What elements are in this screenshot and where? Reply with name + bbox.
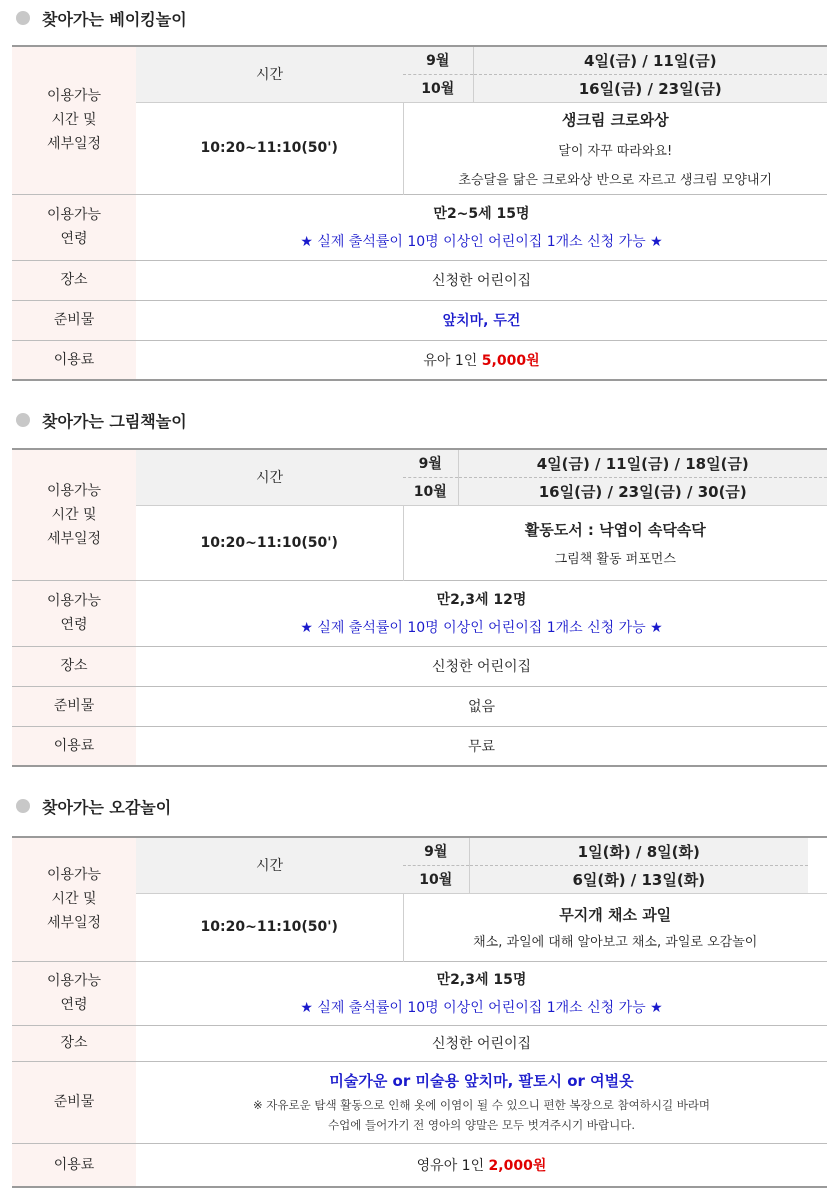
program-desc: 채소, 과일에 대해 알아보고 채소, 과일로 오감놀이: [473, 935, 758, 950]
place-value: 신청한 어린이집: [136, 260, 827, 300]
time-value: 10:20~11:10(50'): [136, 102, 403, 194]
section-title: [16, 406, 187, 434]
fee-prefix: 유아 1인: [423, 352, 482, 369]
age-note: ★ 실제 출석률이 10명 이상인 어린이집 1개소 신청 가능 ★: [300, 234, 663, 250]
age-value: 만2~5세 15명: [433, 206, 530, 222]
place-value: 신청한 어린이집: [136, 1025, 827, 1061]
fee-cell: [136, 340, 827, 380]
program-title: 활동도서 : 낙엽이 속닥속닥: [524, 520, 706, 539]
age-note: ★ 실제 출석률이 10명 이상인 어린이집 1개소 신청 가능 ★: [300, 1000, 663, 1016]
fee-prefix: 영유아 1인: [416, 1157, 489, 1174]
age-value: 만2,3세 12명: [436, 592, 527, 608]
program-cell: [403, 505, 827, 580]
dates-cell: 4일(금) / 11일(금) / 18일(금): [458, 449, 827, 477]
age-value: 만2,3세 15명: [436, 972, 527, 988]
program-title: 생크림 크로와상: [561, 110, 669, 129]
program-table: [12, 448, 827, 767]
section-title-text: 찾아가는 그림책놀이: [42, 411, 187, 431]
prep-value: 앞치마, 두건: [136, 300, 827, 340]
place-label: 장소: [12, 646, 136, 686]
month-cell: 9월: [403, 837, 469, 865]
section-title: [16, 4, 187, 32]
schedule-label: 이용가능 시간 및 세부일정: [12, 46, 136, 194]
month-cell: 10월: [403, 74, 473, 102]
bullet-icon: [16, 799, 30, 813]
prep-label: 준비물: [12, 300, 136, 340]
program-cell: [403, 893, 827, 961]
program-desc: 그림책 활동 퍼포먼스: [554, 551, 676, 567]
fee-amount: 2,000원: [488, 1157, 547, 1174]
place-label: 장소: [12, 1025, 136, 1061]
fee-label: 이용료: [12, 726, 136, 766]
dates-cell: 6일(화) / 13일(화): [469, 865, 808, 893]
program-desc: 초승달을 닮은 크로와상 반으로 자르고 생크림 모양내기: [458, 172, 773, 188]
time-value: 10:20~11:10(50'): [136, 893, 403, 961]
age-label: 이용가능 연령: [12, 194, 136, 260]
prep-cell: [136, 1061, 827, 1143]
dates-cell: 1일(화) / 8일(화): [469, 837, 808, 865]
dates-cell: 16일(금) / 23일(금): [473, 74, 827, 102]
prep-label: 준비물: [12, 686, 136, 726]
month-cell: 10월: [403, 865, 469, 893]
dates-cell: 16일(금) / 23일(금) / 30(금): [458, 477, 827, 505]
prep-value: 없음: [136, 686, 827, 726]
month-cell: 10월: [403, 477, 458, 505]
program-table: [12, 45, 827, 381]
program-cell: [403, 102, 827, 194]
time-value: 10:20~11:10(50'): [136, 505, 403, 580]
schedule-label: 이용가능 시간 및 세부일정: [12, 837, 136, 961]
age-cell: [136, 194, 827, 260]
place-label: 장소: [12, 260, 136, 300]
age-cell: [136, 961, 827, 1025]
prep-note: 수업에 들어가기 전 영아의 양말은 모두 벗겨주시기 바랍니다.: [328, 1117, 635, 1132]
dates-cell: 4일(금) / 11일(금): [473, 46, 827, 74]
fee-amount: 5,000원: [481, 352, 540, 369]
time-header: 시간: [136, 449, 403, 505]
age-cell: [136, 580, 827, 646]
program-title: 무지개 채소 과일: [559, 906, 672, 924]
schedule-label: 이용가능 시간 및 세부일정: [12, 449, 136, 580]
time-header: 시간: [136, 46, 403, 102]
prep-label: 준비물: [12, 1061, 136, 1143]
age-label: 이용가능 연령: [12, 580, 136, 646]
age-note: ★ 실제 출석률이 10명 이상인 어린이집 1개소 신청 가능 ★: [300, 620, 663, 636]
prep-note: ※ 자유로운 탐색 활동으로 인해 옷에 이염이 될 수 있으니 편한 복장으로 참여하시길 바라며: [252, 1097, 711, 1112]
month-cell: 9월: [403, 46, 473, 74]
fee-label: 이용료: [12, 1143, 136, 1187]
fee-label: 이용료: [12, 340, 136, 380]
fee-cell: [136, 1143, 827, 1187]
section-title: [16, 792, 171, 820]
program-desc: 달이 자꾸 따라와요!: [558, 143, 673, 159]
bullet-icon: [16, 413, 30, 427]
prep-value: 미술가운 or 미술용 앞치마, 팔토시 or 여벌옷: [329, 1071, 634, 1090]
bullet-icon: [16, 11, 30, 25]
time-header: 시간: [136, 837, 403, 893]
place-value: 신청한 어린이집: [136, 646, 827, 686]
month-cell: 9월: [403, 449, 458, 477]
age-label: 이용가능 연령: [12, 961, 136, 1025]
program-table: [12, 836, 827, 1188]
section-title-text: 찾아가는 베이킹놀이: [42, 9, 187, 29]
fee-value: 무료: [136, 726, 827, 766]
section-title-text: 찾아가는 오감놀이: [42, 797, 172, 817]
